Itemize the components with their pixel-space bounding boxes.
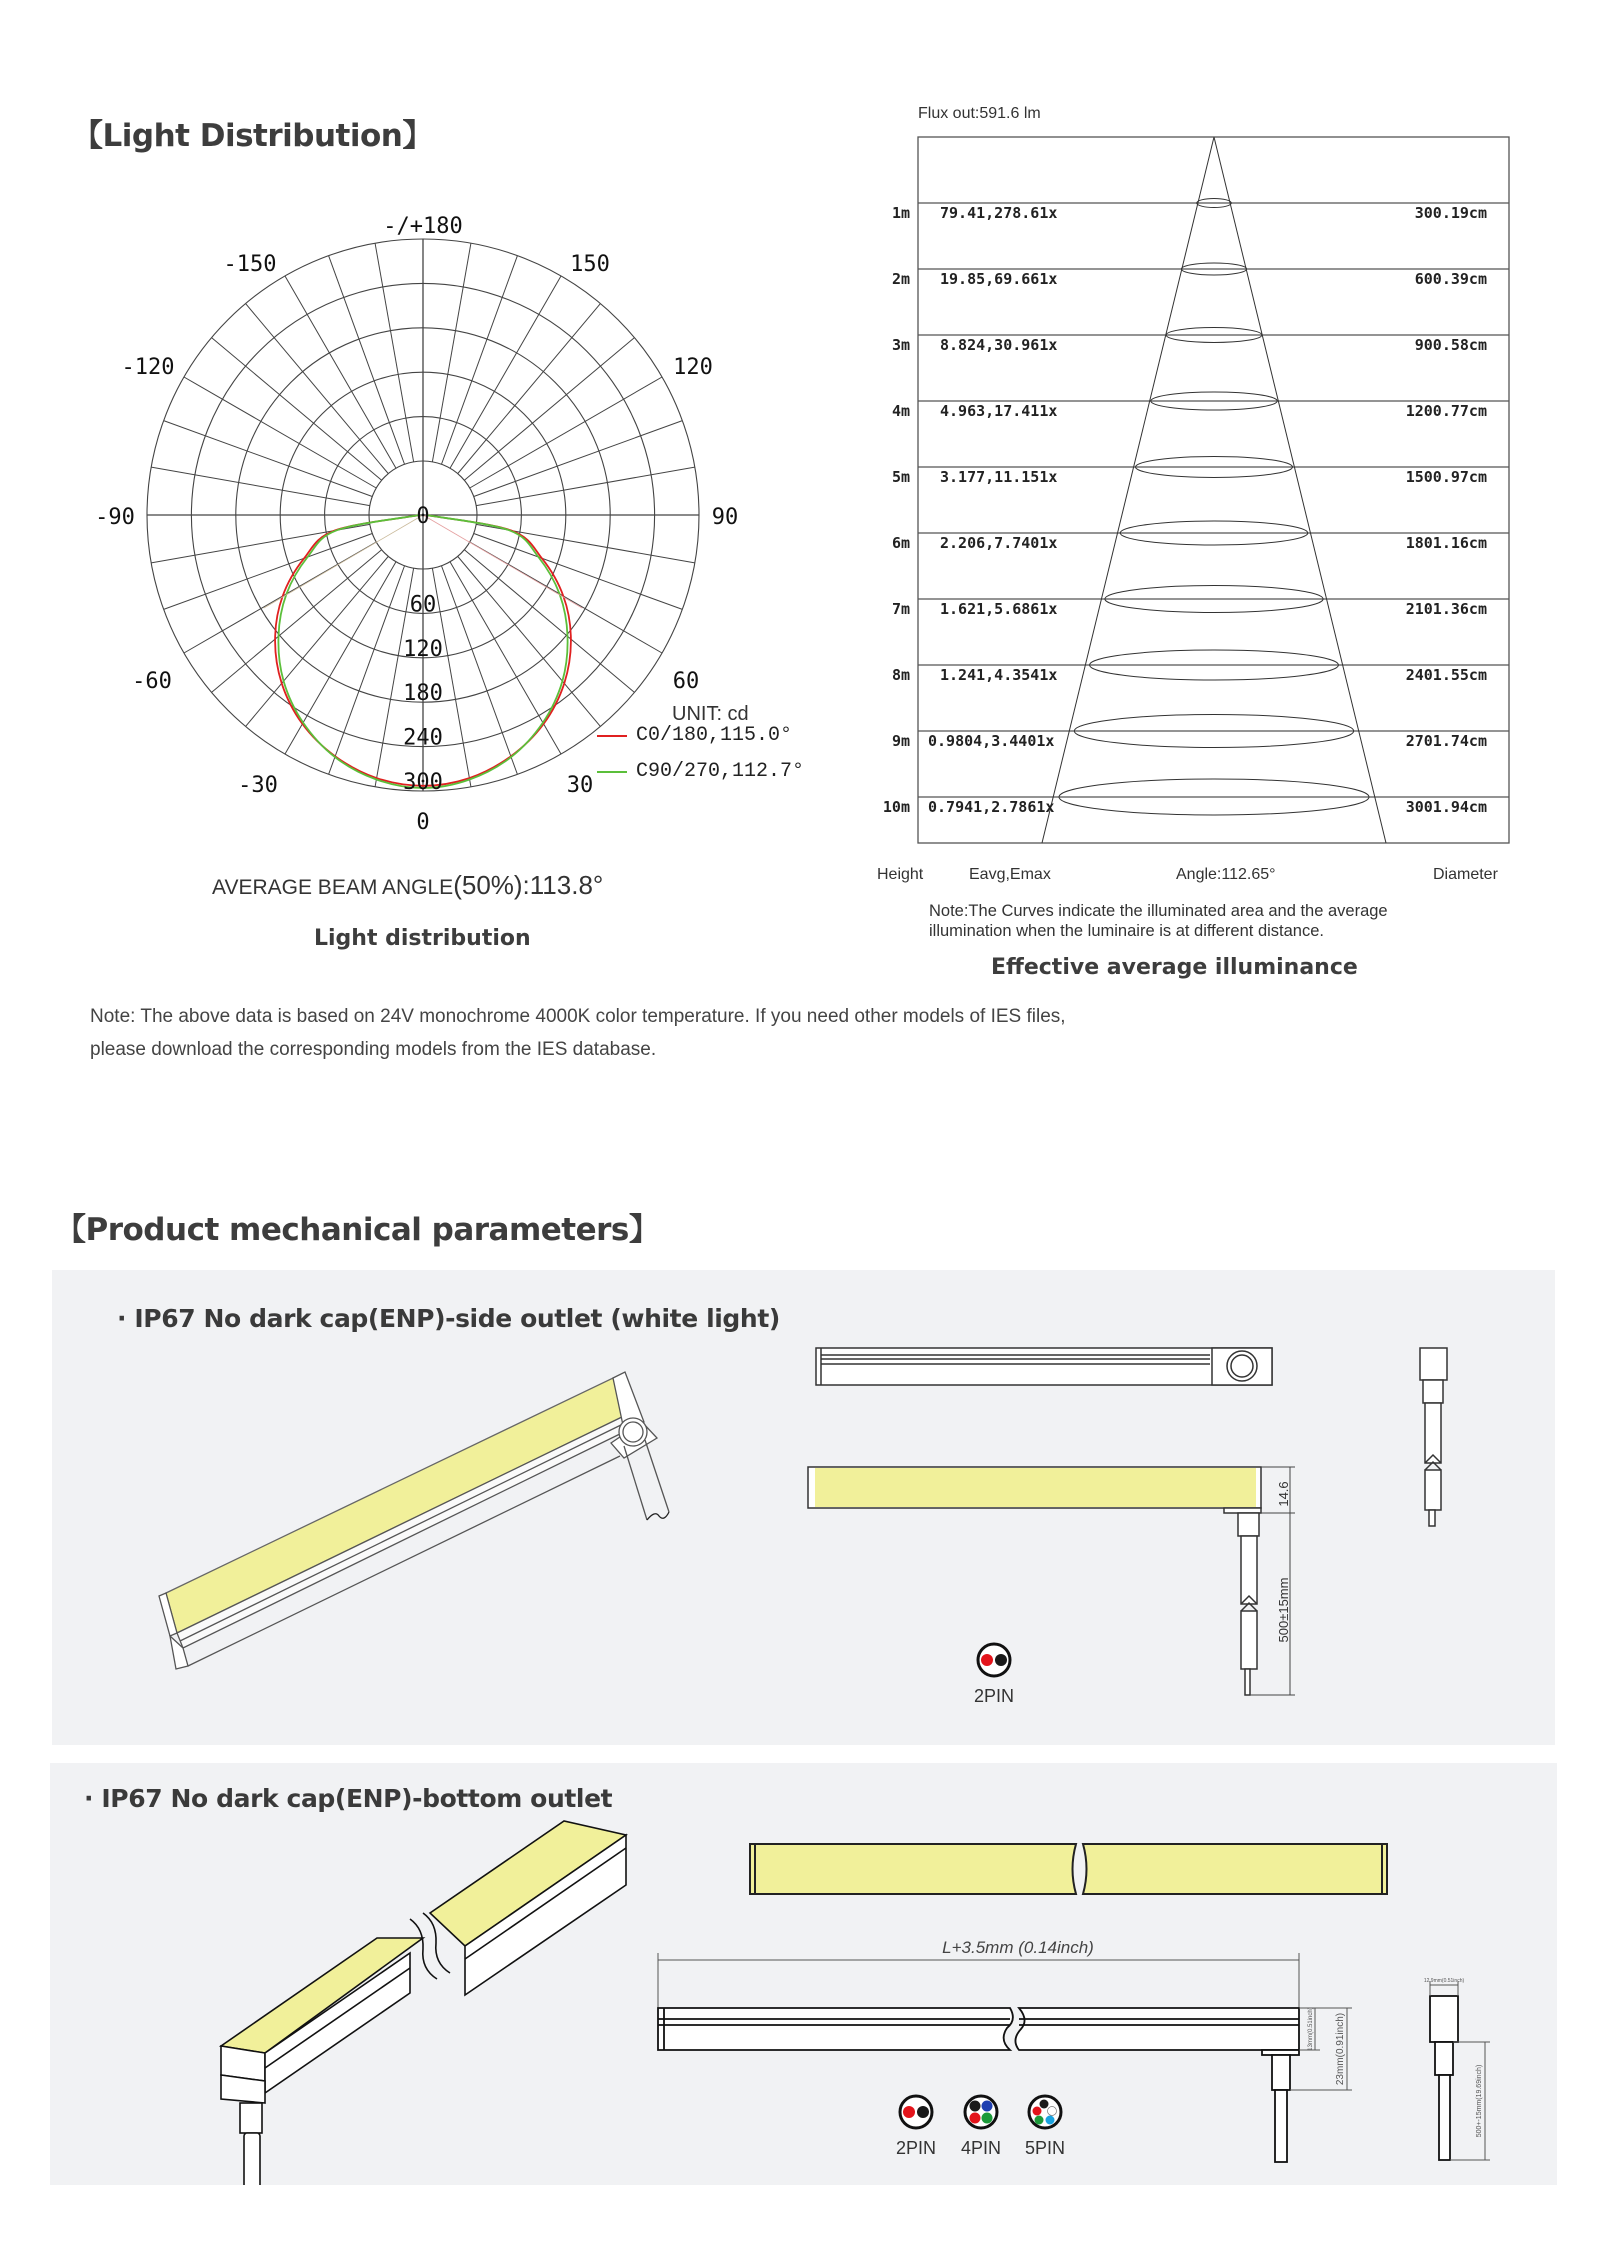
row-height-label: 6m <box>891 534 910 552</box>
row-diameter: 2701.74cm <box>1405 732 1487 750</box>
mechanical-title: 【Product mechanical parameters】 <box>55 1212 660 1248</box>
side-outlet-2pin-connector <box>978 1644 1010 1676</box>
illuminance-caption: Effective average illuminance <box>991 955 1358 980</box>
side-outlet-isometric-drawing <box>159 1372 669 1669</box>
row-diameter: 900.58cm <box>1414 336 1487 354</box>
dim-height-label: 14.6 <box>1276 1481 1291 1507</box>
polar-spoke <box>474 533 683 609</box>
row-eavg-emax: 79.41,278.61x <box>940 204 1058 222</box>
legend-label-c90: C90/270,112.7° <box>636 760 805 783</box>
col-header-angle: Angle:112.65° <box>1176 866 1276 883</box>
polar-angle-label: -60 <box>132 669 172 694</box>
row-eavg-emax: 1.621,5.6861x <box>940 600 1058 618</box>
side-outlet-drawings <box>52 1270 1555 1745</box>
dim-length-label: L+3.5mm (0.14inch) <box>942 1938 1094 1957</box>
side-outlet-top-view <box>816 1348 1272 1385</box>
row-diameter: 1801.16cm <box>1405 534 1487 552</box>
dim-total-height-label: 23mm(0.91inch) <box>1335 2012 1346 2086</box>
polar-spoke <box>329 256 405 465</box>
dim-body-height-label: 13mm(0.51inch) <box>1308 2007 1314 2051</box>
polar-spoke <box>441 256 517 465</box>
polar-spoke <box>476 467 695 506</box>
polar-spoke <box>212 338 382 481</box>
row-eavg-emax: 0.7941,2.7861x <box>928 798 1055 816</box>
polar-spoke <box>458 304 601 474</box>
row-diameter: 1500.97cm <box>1405 468 1487 486</box>
polar-spoke <box>246 304 389 474</box>
row-height-label: 10m <box>882 798 910 816</box>
polar-spoke <box>164 533 373 609</box>
polar-caption: Light distribution <box>314 926 531 951</box>
polar-angle-label: -120 <box>121 355 175 380</box>
legend-swatch-c90 <box>597 771 627 773</box>
bottom-outlet-4pin-label: 4PIN <box>960 2138 1002 2158</box>
bottom-outlet-4pin-connector <box>965 2096 997 2128</box>
row-eavg-emax: 0.9804,3.4401x <box>928 732 1055 750</box>
bottom-outlet-length-dimension <box>658 1953 1299 2008</box>
row-height-label: 1m <box>891 204 910 222</box>
dim-cable-label: 500±15mm <box>1276 1577 1291 1643</box>
legend-label-c0: C0/180,115.0° <box>636 724 793 747</box>
beam-angle-value: (50%):113.8° <box>453 870 604 900</box>
beam-angle-annotation <box>212 870 603 901</box>
polar-spoke <box>375 568 414 787</box>
legend-swatch-c0 <box>597 735 627 737</box>
side-outlet-front-view <box>808 1467 1261 1695</box>
row-eavg-emax: 1.241,4.3541x <box>940 666 1058 684</box>
side-outlet-2pin-label: 2PIN <box>973 1686 1015 1706</box>
col-header-height: Height <box>877 866 924 883</box>
bottom-outlet-5pin-connector <box>1029 2096 1061 2128</box>
cone-edge-left <box>1042 137 1214 843</box>
row-diameter: 2101.36cm <box>1405 600 1487 618</box>
footer-note-line1: Note: The above data is based on 24V monochrome 4000K color temperature. If you need other models of IES files, <box>90 1006 1066 1027</box>
row-height-label: 3m <box>891 336 910 354</box>
dim-width-label: 12.9mm(0.51inch) <box>1423 1978 1465 1984</box>
row-diameter: 3001.94cm <box>1405 798 1487 816</box>
polar-spoke <box>474 421 683 497</box>
polar-spoke <box>212 550 382 693</box>
bottom-outlet-drawings <box>50 1763 1557 2185</box>
row-diameter: 600.39cm <box>1414 270 1487 288</box>
row-height-label: 2m <box>891 270 910 288</box>
bottom-outlet-2pin-label: 2PIN <box>895 2138 937 2158</box>
row-height-label: 7m <box>891 600 910 618</box>
unit-label: UNIT: cd <box>672 703 749 725</box>
polar-angle-label: -150 <box>223 252 277 277</box>
row-height-label: 5m <box>891 468 910 486</box>
row-height-label: 4m <box>891 402 910 420</box>
panel-side-outlet-title: · IP67 No dark cap(ENP)-side outlet (white light) <box>117 1304 780 1333</box>
polar-spoke <box>329 566 405 775</box>
polar-radial-label: 60 <box>409 592 437 618</box>
illuminance-cone-chart <box>860 120 1540 860</box>
flux-out-label: Flux out:591.6 lm <box>918 105 1041 122</box>
polar-angle-label: -30 <box>238 773 278 798</box>
polar-spoke <box>464 338 634 481</box>
polar-angle-label: 0 <box>416 810 430 835</box>
polar-angle-label: 90 <box>711 505 739 530</box>
polar-radial-label: 240 <box>403 725 443 751</box>
polar-spoke <box>441 566 517 775</box>
light-distribution-title: 【Light Distribution】 <box>72 118 433 154</box>
polar-spoke <box>246 556 389 726</box>
panel-bottom-outlet-title: · IP67 No dark cap(ENP)-bottom outlet <box>84 1784 613 1813</box>
row-diameter: 1200.77cm <box>1405 402 1487 420</box>
row-eavg-emax: 4.963,17.411x <box>940 402 1058 420</box>
bottom-outlet-isometric-drawing <box>221 1821 626 2185</box>
cone-note-line2: illumination when the luminaire is at different distance. <box>929 922 1324 940</box>
polar-spoke <box>432 568 471 787</box>
polar-radial-label: 180 <box>403 681 443 707</box>
polar-spoke <box>432 243 471 462</box>
row-height-label: 8m <box>891 666 910 684</box>
polar-angle-label: -90 <box>95 505 135 530</box>
polar-spoke <box>464 550 634 693</box>
polar-angle-label: 150 <box>570 252 610 277</box>
cone-edge-right <box>1214 137 1386 843</box>
side-outlet-end-view <box>1420 1348 1447 1526</box>
polar-radial-label: 300 <box>403 770 443 795</box>
row-diameter: 2401.55cm <box>1405 666 1487 684</box>
polar-spoke <box>164 421 373 497</box>
bottom-outlet-5pin-label: 5PIN <box>1024 2138 1066 2158</box>
polar-spoke <box>151 467 370 506</box>
polar-spoke <box>375 243 414 462</box>
polar-radial-label: 0 <box>416 504 430 529</box>
polar-spoke <box>458 556 601 726</box>
polar-radial-label: 120 <box>403 636 443 662</box>
row-eavg-emax: 19.85,69.661x <box>940 270 1058 288</box>
row-eavg-emax: 3.177,11.151x <box>940 468 1058 486</box>
polar-angle-label: 120 <box>673 355 713 380</box>
footer-note-line2: please download the corresponding models from the IES database. <box>90 1039 657 1060</box>
cone-note-line1: Note:The Curves indicate the illuminated area and the average <box>929 902 1388 920</box>
col-header-eavg-emax: Eavg,Emax <box>969 866 1051 883</box>
polar-angle-label: 30 <box>566 773 594 798</box>
bottom-outlet-top-view <box>750 1844 1387 1894</box>
beam-angle-prefix: AVERAGE BEAM ANGLE <box>212 876 454 899</box>
bottom-outlet-2pin-connector <box>900 2096 932 2128</box>
row-diameter: 300.19cm <box>1414 204 1487 222</box>
row-height-label: 9m <box>891 732 910 750</box>
polar-angle-label: 60 <box>672 669 700 694</box>
row-eavg-emax: 2.206,7.7401x <box>940 534 1058 552</box>
bottom-outlet-end-view <box>1430 1996 1458 2160</box>
polar-angle-label: -/+180 <box>383 214 463 239</box>
col-header-diameter: Diameter <box>1433 866 1498 883</box>
row-eavg-emax: 8.824,30.961x <box>940 336 1058 354</box>
dim-cable-label-2: 500+-15mm(19.69inch) <box>1476 2064 1483 2138</box>
